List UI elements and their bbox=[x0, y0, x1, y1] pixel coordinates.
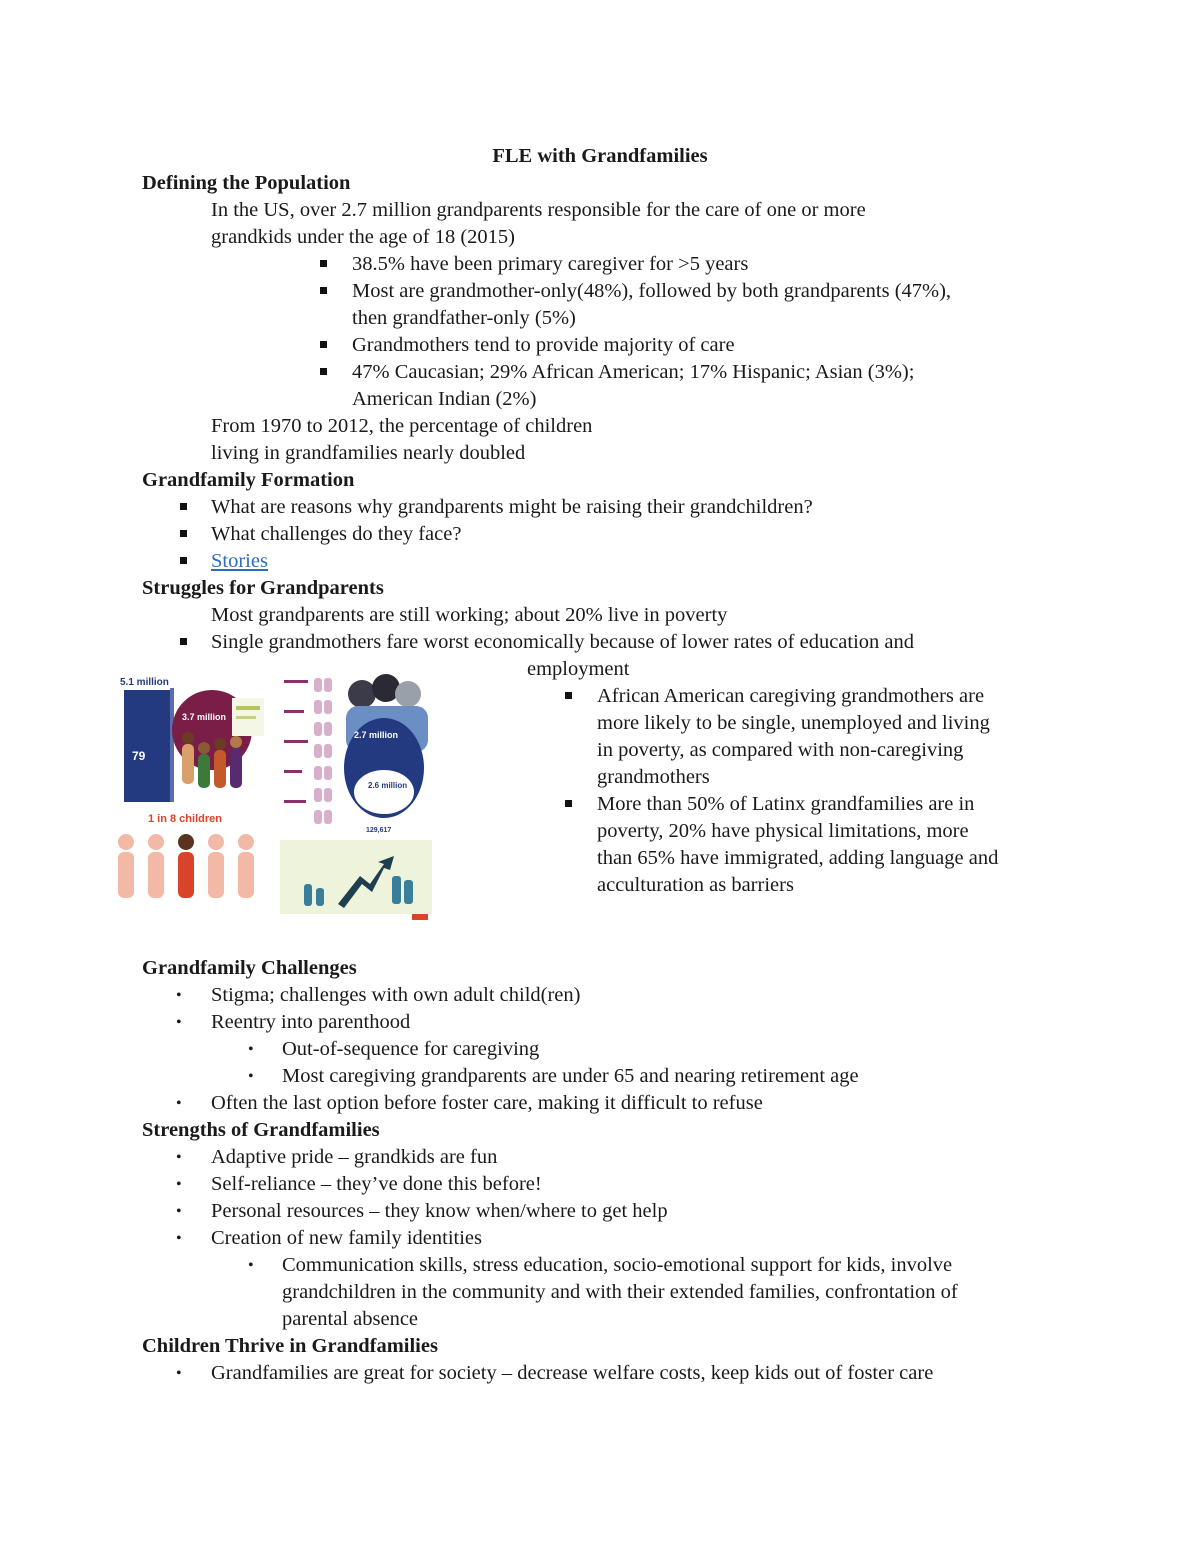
section-heading-struggles: Struggles for Grandparents bbox=[142, 577, 384, 599]
paragraph-line: grandkids under the age of 18 (2015) bbox=[211, 226, 515, 248]
list-item: poverty, 20% have physical limitations, more bbox=[597, 820, 969, 842]
list-item: Communication skills, stress education, socio-emotional support for kids, involve bbox=[282, 1254, 953, 1276]
square-bullet-icon bbox=[565, 800, 572, 807]
square-bullet-icon bbox=[180, 557, 187, 564]
infographic-right bbox=[280, 670, 432, 924]
paragraph-line: Most grandparents are still working; about 20% live in poverty bbox=[211, 604, 728, 626]
bullet-icon: • bbox=[176, 1203, 182, 1220]
bullet-icon: • bbox=[176, 1014, 182, 1031]
list-item: Adaptive pride – grandkids are fun bbox=[211, 1146, 498, 1168]
list-item: What are reasons why grandparents might be raising their grandchildren? bbox=[211, 496, 813, 518]
bullet-icon: • bbox=[176, 1095, 182, 1112]
list-item: Grandfamilies are great for society – decrease welfare costs, keep kids out of foster care bbox=[211, 1362, 934, 1384]
bullet-icon: • bbox=[248, 1257, 254, 1274]
paragraph-line: living in grandfamilies nearly doubled bbox=[211, 442, 526, 464]
section-heading-defining: Defining the Population bbox=[142, 172, 351, 194]
list-item bbox=[211, 548, 268, 575]
list-item: Grandmothers tend to provide majority of care bbox=[352, 334, 735, 356]
list-item: then grandfather-only (5%) bbox=[352, 307, 576, 329]
list-item: Most are grandmother-only(48%), followed by both grandparents (47%), bbox=[352, 280, 952, 302]
square-bullet-icon bbox=[320, 260, 327, 267]
square-bullet-icon bbox=[180, 503, 187, 510]
section-heading-strengths: Strengths of Grandfamilies bbox=[142, 1119, 380, 1141]
bullet-icon: • bbox=[176, 1230, 182, 1247]
list-item: 47% Caucasian; 29% African American; 17% Hispanic; Asian (3%); bbox=[352, 361, 915, 383]
list-item: grandchildren in the community and with their extended families, confrontation of bbox=[282, 1281, 958, 1303]
bullet-icon: • bbox=[176, 1176, 182, 1193]
list-item: Self-reliance – they’ve done this before! bbox=[211, 1173, 542, 1195]
square-bullet-icon bbox=[320, 368, 327, 375]
list-item: employment bbox=[527, 658, 630, 680]
infographic-stat: 1 in 8 children bbox=[148, 813, 222, 825]
list-item: grandmothers bbox=[597, 766, 710, 788]
list-item: Creation of new family identities bbox=[211, 1227, 482, 1249]
list-item: acculturation as barriers bbox=[597, 874, 794, 896]
list-item: than 65% have immigrated, adding language and bbox=[597, 847, 999, 869]
list-item: More than 50% of Latinx grandfamilies are in bbox=[597, 793, 975, 815]
infographic-stat: 2.6 million bbox=[368, 781, 408, 790]
list-item: Most caregiving grandparents are under 65 and nearing retirement age bbox=[282, 1065, 859, 1087]
infographic-stat: 129,617 bbox=[366, 827, 392, 834]
list-item: Often the last option before foster care, making it difficult to refuse bbox=[211, 1092, 763, 1114]
section-heading-formation: Grandfamily Formation bbox=[142, 469, 355, 491]
list-item: parental absence bbox=[282, 1308, 419, 1330]
bullet-icon: • bbox=[176, 1365, 182, 1382]
infographic-stat: 3.7 million bbox=[182, 712, 227, 722]
bullet-icon: • bbox=[176, 1149, 182, 1166]
list-item: Out-of-sequence for caregiving bbox=[282, 1038, 540, 1060]
list-item: Reentry into parenthood bbox=[211, 1011, 411, 1033]
list-item: Stigma; challenges with own adult child(ren) bbox=[211, 984, 581, 1006]
list-item: Single grandmothers fare worst economically because of lower rates of education and bbox=[211, 631, 915, 653]
infographic-stat: 2.7 million bbox=[354, 730, 399, 740]
square-bullet-icon bbox=[180, 638, 187, 645]
square-bullet-icon bbox=[565, 692, 572, 699]
bullet-icon: • bbox=[176, 987, 182, 1004]
square-bullet-icon bbox=[180, 530, 187, 537]
list-item: What challenges do they face? bbox=[211, 523, 462, 545]
section-heading-thrive: Children Thrive in Grandfamilies bbox=[142, 1335, 438, 1357]
list-item: 38.5% have been primary caregiver for >5 years bbox=[352, 253, 749, 275]
list-item: in poverty, as compared with non-caregiving bbox=[597, 739, 964, 761]
paragraph-line: In the US, over 2.7 million grandparents responsible for the care of one or more bbox=[211, 199, 866, 221]
list-item: more likely to be single, unemployed and living bbox=[597, 712, 990, 734]
infographic-stat: 79 bbox=[132, 749, 146, 763]
square-bullet-icon bbox=[320, 341, 327, 348]
list-item: Personal resources – they know when/where to get help bbox=[211, 1200, 668, 1222]
page-title: FLE with Grandfamilies bbox=[492, 145, 708, 167]
infographic-stat: 5.1 million bbox=[120, 677, 169, 688]
list-item: African American caregiving grandmothers are bbox=[597, 685, 985, 707]
section-heading-challenges: Grandfamily Challenges bbox=[142, 957, 357, 979]
paragraph-line: From 1970 to 2012, the percentage of children bbox=[211, 415, 593, 437]
bullet-icon: • bbox=[248, 1068, 254, 1085]
stories-link[interactable]: Stories bbox=[211, 550, 268, 572]
infographic-left bbox=[112, 670, 270, 914]
list-item: American Indian (2%) bbox=[352, 388, 537, 410]
square-bullet-icon bbox=[320, 287, 327, 294]
bullet-icon: • bbox=[248, 1041, 254, 1058]
